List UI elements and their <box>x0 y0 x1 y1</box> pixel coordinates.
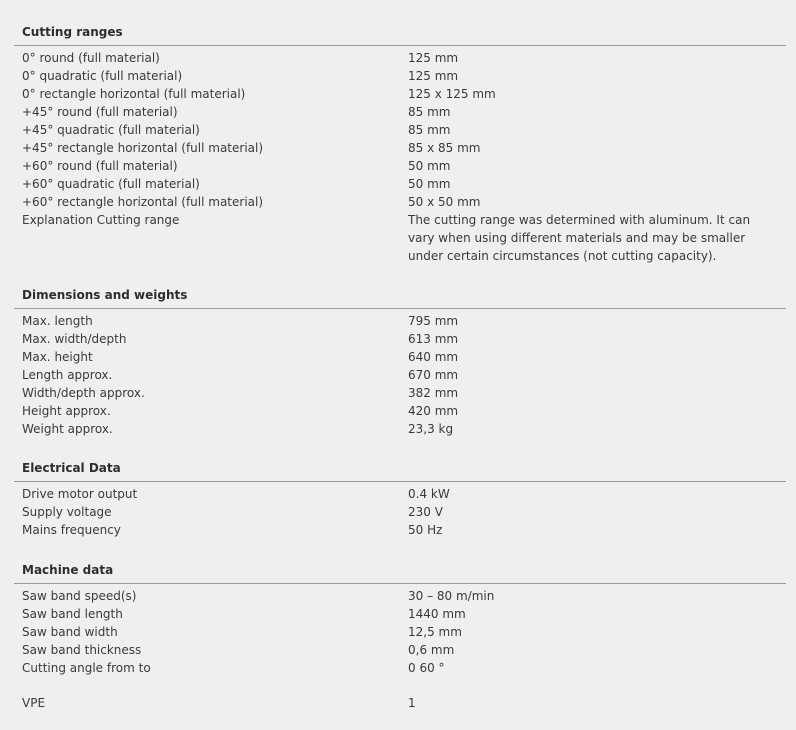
spec-row <box>14 659 786 677</box>
spec-label: Width/depth approx. <box>22 386 145 400</box>
spec-row <box>14 587 786 605</box>
spec-label: +45° rectangle horizontal (full material) <box>22 141 264 155</box>
spec-row <box>14 49 786 67</box>
spec-label: VPE <box>22 696 46 710</box>
spec-row <box>14 605 786 623</box>
spec-label: Max. width/depth <box>22 332 127 346</box>
spec-value: 85 x 85 mm <box>408 141 481 155</box>
spec-value: 50 x 50 mm <box>408 195 481 209</box>
spec-label: +45° quadratic (full material) <box>22 123 200 137</box>
spec-row <box>14 503 786 521</box>
spec-label: Height approx. <box>22 404 111 418</box>
spec-label: Max. height <box>22 350 93 364</box>
spec-row <box>14 85 786 103</box>
spec-value: 125 mm <box>408 51 459 65</box>
spec-label: Drive motor output <box>22 487 138 501</box>
spec-value: The cutting range was determined with aluminum. It can vary when using different materials and may be smaller under certain circumstances (not cutting capacity). <box>408 213 751 263</box>
spec-row <box>14 312 786 330</box>
spec-row <box>14 121 786 139</box>
spec-value: 50 mm <box>408 159 451 173</box>
spec-value: 670 mm <box>408 368 459 382</box>
spec-value: 125 x 125 mm <box>408 87 496 101</box>
spec-value: 795 mm <box>408 314 459 328</box>
spec-value: 85 mm <box>408 105 451 119</box>
spec-row <box>14 641 786 659</box>
spec-label: +60° round (full material) <box>22 159 178 173</box>
section-title: Electrical Data <box>22 461 121 475</box>
spec-row <box>14 193 786 211</box>
spec-label: Weight approx. <box>22 422 113 436</box>
spec-label: Mains frequency <box>22 523 121 537</box>
spec-value: 125 mm <box>408 69 459 83</box>
section-electrical-data <box>14 457 786 539</box>
spec-value: 420 mm <box>408 404 459 418</box>
spec-label: Max. length <box>22 314 93 328</box>
spec-value: 1440 mm <box>408 607 466 621</box>
spec-row <box>14 384 786 402</box>
spec-label: Supply voltage <box>22 505 112 519</box>
spec-label: +45° round (full material) <box>22 105 178 119</box>
spec-value: 0 60 ° <box>408 661 445 675</box>
spec-value: 30 – 80 m/min <box>408 589 495 603</box>
spec-row <box>14 211 786 265</box>
section-dimensions-weights <box>14 284 786 438</box>
spec-value: 23,3 kg <box>408 422 454 436</box>
spec-row <box>14 67 786 85</box>
spec-label: 0° rectangle horizontal (full material) <box>22 87 246 101</box>
section-machine-data <box>14 559 786 712</box>
spec-label: Cutting angle from to <box>22 661 151 675</box>
spec-value: 640 mm <box>408 350 459 364</box>
section-cutting-ranges <box>14 21 786 265</box>
section-title: Cutting ranges <box>22 25 123 39</box>
spec-row <box>14 623 786 641</box>
spec-value: 50 Hz <box>408 523 443 537</box>
spec-value: 0,6 mm <box>408 643 455 657</box>
spec-value: 613 mm <box>408 332 459 346</box>
spec-value: 382 mm <box>408 386 459 400</box>
spec-row <box>14 157 786 175</box>
spec-value: 12,5 mm <box>408 625 462 639</box>
spec-label: Saw band width <box>22 625 118 639</box>
spec-row <box>14 485 786 503</box>
spec-row <box>14 420 786 438</box>
spec-label: Length approx. <box>22 368 113 382</box>
spec-row <box>14 402 786 420</box>
spec-value: 0.4 kW <box>408 487 450 501</box>
spec-label: 0° quadratic (full material) <box>22 69 183 83</box>
spec-value: 1 <box>408 696 416 710</box>
spec-row <box>14 175 786 193</box>
spec-value: 85 mm <box>408 123 451 137</box>
spec-label: 0° round (full material) <box>22 51 160 65</box>
spec-row <box>14 103 786 121</box>
section-title: Dimensions and weights <box>22 288 188 302</box>
spec-label: Saw band length <box>22 607 123 621</box>
spec-label: Saw band speed(s) <box>22 589 137 603</box>
spec-label: +60° quadratic (full material) <box>22 177 200 191</box>
spec-row <box>14 330 786 348</box>
spec-label: Saw band thickness <box>22 643 142 657</box>
spec-row <box>14 694 786 712</box>
spec-value: 230 V <box>408 505 443 519</box>
spec-row <box>14 366 786 384</box>
spec-row <box>14 521 786 539</box>
section-title: Machine data <box>22 563 114 577</box>
spec-row <box>14 348 786 366</box>
spec-value: 50 mm <box>408 177 451 191</box>
spec-row <box>14 139 786 157</box>
spec-label: +60° rectangle horizontal (full material) <box>22 195 264 209</box>
spec-label: Explanation Cutting range <box>22 213 180 227</box>
